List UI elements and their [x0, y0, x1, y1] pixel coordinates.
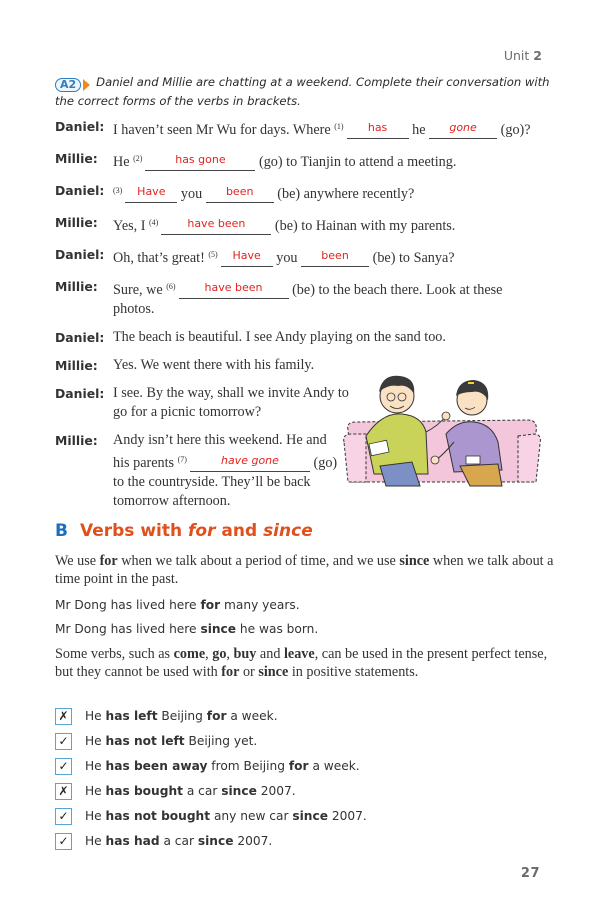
- page-number: 27: [520, 866, 540, 881]
- text: from Beijing: [211, 759, 285, 773]
- answer-text: have been: [187, 217, 246, 230]
- keyword: for: [206, 709, 227, 723]
- text: 2007.: [331, 809, 367, 823]
- text: when we talk about a time point in the past.: [55, 553, 554, 587]
- text: he: [412, 122, 426, 138]
- text: Mr Dong has lived here: [55, 622, 197, 636]
- text: a car: [186, 784, 218, 798]
- title-for: for: [188, 521, 216, 541]
- instruction-text: Daniel and Millie are chatting at a weekend. Complete their conversation with the correct forms of the verbs in brackets.: [55, 75, 550, 108]
- answer-blank[interactable]: [347, 123, 409, 139]
- check-item: [55, 707, 455, 725]
- speech-text: I see. By the way, shall we invite Andy to go for a picnic tomorrow?: [113, 385, 349, 420]
- speaker-label: Daniel:: [55, 386, 105, 401]
- text: Some verbs, such as: [55, 646, 171, 662]
- keyword: for: [200, 598, 221, 612]
- answer-blank[interactable]: [179, 283, 289, 299]
- title-since: since: [263, 521, 313, 541]
- text: many years.: [224, 598, 300, 612]
- text: Sure, we: [113, 282, 163, 298]
- speaker-label: Millie:: [55, 279, 98, 294]
- speaker-label: Daniel:: [55, 183, 105, 198]
- check-item: [55, 807, 455, 825]
- blank-number: (5): [208, 250, 218, 259]
- speaker-label: Daniel:: [55, 247, 105, 262]
- answer-text: have been: [204, 281, 263, 294]
- keyword: buy: [233, 646, 257, 662]
- speaker-label: Millie:: [55, 215, 98, 230]
- text: , can be used in the present perfect tense, but they cannot be used with: [55, 646, 548, 680]
- text: or: [242, 664, 255, 680]
- check-text: [85, 734, 257, 748]
- speaker-label: Millie:: [55, 151, 98, 166]
- checkmark-icon: ✓: [55, 808, 72, 825]
- sofa-illustration: [342, 370, 542, 488]
- unit-prefix: Unit: [503, 48, 530, 63]
- keyword: for: [99, 553, 118, 569]
- example-sentence: [55, 620, 555, 638]
- answer-text: has: [367, 121, 388, 134]
- badge-label: A2: [55, 78, 81, 92]
- blank-number: (3): [113, 186, 123, 195]
- text: (go)?: [500, 122, 531, 138]
- text: I haven’t seen Mr Wu for days. Where: [113, 122, 331, 138]
- answer-blank[interactable]: [145, 155, 255, 171]
- answer-blank[interactable]: [206, 187, 274, 203]
- speaker-label: Millie:: [55, 433, 98, 448]
- text: He: [85, 709, 102, 723]
- text: in positive statements.: [291, 664, 419, 680]
- answer-blank[interactable]: [125, 187, 177, 203]
- exercise-badge: [55, 78, 90, 92]
- dialogue-line: [55, 181, 555, 204]
- keyword: come: [173, 646, 206, 662]
- text: (be) to Sanya?: [372, 250, 455, 266]
- text: ,: [205, 646, 209, 662]
- text: when we talk about a period of time, and we use: [121, 553, 396, 569]
- dialogue-line: [55, 328, 555, 347]
- text: 2007.: [260, 784, 296, 798]
- check-text: [85, 784, 296, 798]
- check-item: [55, 732, 455, 750]
- dialogue-line: [55, 213, 555, 236]
- text: He: [85, 734, 102, 748]
- text: Beijing: [161, 709, 203, 723]
- speech-text: The beach is beautiful. I see Andy playing on the sand too.: [113, 329, 446, 345]
- check-item: [55, 782, 455, 800]
- answer-text: Have: [137, 185, 166, 198]
- text: He: [85, 809, 102, 823]
- speech-text: [113, 245, 455, 268]
- checkmark-icon: ✓: [55, 758, 72, 775]
- dialogue-line: [55, 149, 555, 172]
- check-text: [85, 759, 360, 773]
- text: ,: [226, 646, 230, 662]
- answer-text: gone: [449, 121, 477, 134]
- speech-text: [113, 181, 414, 204]
- checkmark-icon: ✓: [55, 733, 72, 750]
- exercise-instruction: [55, 73, 555, 111]
- text: a car: [163, 834, 194, 848]
- answer-text: been: [225, 185, 254, 198]
- text: 2007.: [237, 834, 273, 848]
- keyword: since: [197, 834, 234, 848]
- text: Andy isn’t here this weekend. He and his parents: [113, 432, 327, 471]
- play-arrow-icon: [83, 79, 90, 91]
- text: any new car: [213, 809, 289, 823]
- speaker-label: Daniel:: [55, 330, 105, 345]
- text: Oh, that’s great!: [113, 250, 205, 266]
- check-text: [85, 834, 272, 848]
- keyword: since: [292, 809, 328, 823]
- answer-blank[interactable]: [161, 219, 271, 235]
- keyword: has left: [105, 709, 158, 723]
- unit-label: [504, 48, 542, 63]
- text: We use: [55, 553, 97, 569]
- unit-number: 2: [533, 48, 542, 63]
- speech-text: [113, 277, 543, 319]
- text: (go) to the countryside. They’ll be back tomorrow afternoon.: [113, 455, 338, 509]
- keyword: has been away: [105, 759, 208, 773]
- answer-blank[interactable]: [190, 456, 310, 472]
- keyword: since: [258, 664, 289, 680]
- check-text: [85, 709, 278, 723]
- intro-paragraph: [55, 552, 555, 588]
- keyword: for: [288, 759, 309, 773]
- text: Mr Dong has lived here: [55, 598, 197, 612]
- dialogue-line: [55, 245, 555, 268]
- keyword: since: [221, 784, 257, 798]
- dialogue-line: [55, 277, 555, 319]
- text: you: [276, 250, 298, 266]
- blank-number: (4): [149, 218, 159, 227]
- text: Beijing yet.: [188, 734, 258, 748]
- text: He: [85, 784, 102, 798]
- answer-text: have gone: [220, 454, 279, 467]
- speech-text: [113, 117, 531, 140]
- speaker-label: Millie:: [55, 358, 98, 373]
- text: (be) to Hainan with my parents.: [274, 218, 456, 234]
- keyword: has had: [105, 834, 160, 848]
- speaker-label: Daniel:: [55, 119, 105, 134]
- text: He: [85, 834, 102, 848]
- check-item: [55, 832, 455, 850]
- speech-text: [113, 431, 338, 511]
- text: he was born.: [239, 622, 319, 636]
- keyword: has not left: [105, 734, 185, 748]
- keyword: has not bought: [105, 809, 211, 823]
- keyword: since: [200, 622, 237, 636]
- cross-icon: ✗: [55, 708, 72, 725]
- cross-icon: ✗: [55, 783, 72, 800]
- keyword: has bought: [105, 784, 183, 798]
- text: a week.: [312, 759, 360, 773]
- text: Yes, I: [113, 218, 146, 234]
- blank-number: (7): [177, 455, 187, 464]
- speech-text: [113, 213, 455, 236]
- text: and: [259, 646, 281, 662]
- answer-text: been: [321, 249, 349, 262]
- title-text: Verbs with: [79, 521, 183, 541]
- section-b-title: [55, 521, 313, 541]
- blank-number: (6): [166, 282, 176, 291]
- text: (be) to the beach there. Look at these photos.: [113, 282, 503, 317]
- blank-number: (2): [133, 154, 143, 163]
- title-text: and: [221, 521, 258, 541]
- checkmark-icon: ✓: [55, 833, 72, 850]
- answer-blank[interactable]: [221, 251, 273, 267]
- text: a week.: [230, 709, 278, 723]
- speech-text: Yes. We went there with his family.: [113, 357, 315, 373]
- dialogue-line: [55, 117, 555, 140]
- blank-number: (1): [334, 122, 344, 131]
- section-letter: B: [55, 521, 68, 541]
- text: He: [85, 759, 102, 773]
- keyword: for: [221, 664, 240, 680]
- answer-blank[interactable]: [429, 123, 497, 139]
- text: (go) to Tianjin to attend a meeting.: [258, 154, 457, 170]
- check-text: [85, 809, 367, 823]
- text: you: [180, 186, 203, 202]
- check-item: [55, 757, 455, 775]
- keyword: since: [399, 553, 430, 569]
- keyword: leave: [283, 646, 315, 662]
- answer-blank[interactable]: [301, 251, 369, 267]
- example-checklist: [55, 707, 455, 857]
- note-paragraph: [55, 645, 555, 681]
- example-sentence: [55, 596, 555, 614]
- answer-text: Have: [232, 249, 261, 262]
- text: He: [113, 154, 130, 170]
- text: (be) anywhere recently?: [277, 186, 415, 202]
- speech-text: [113, 149, 456, 172]
- keyword: go: [212, 646, 227, 662]
- answer-text: has gone: [175, 153, 226, 166]
